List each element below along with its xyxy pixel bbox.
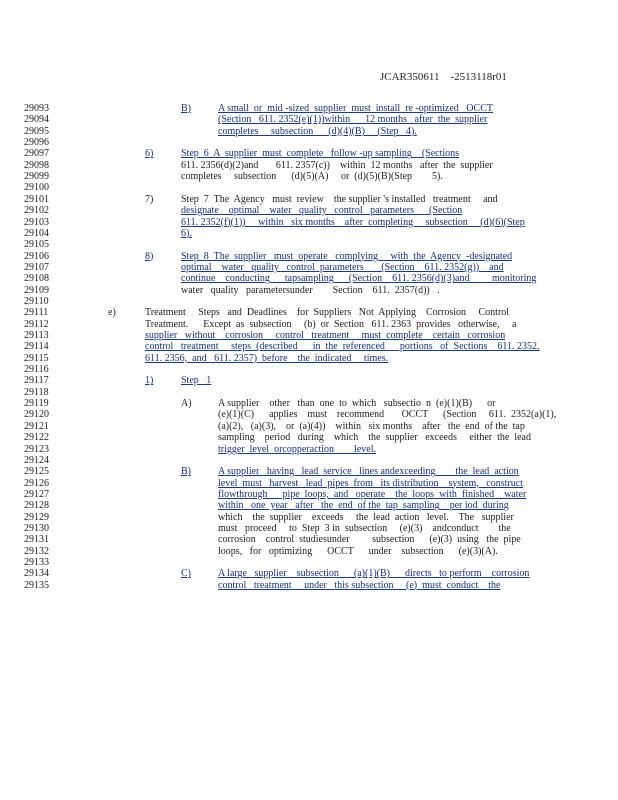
paragraph-label: C) [181,568,191,580]
paragraph-text-line: 611. 2356, and 611. 2357) before the indicated times. [145,352,389,364]
line-number: 29122 [24,432,49,444]
line-number: 29121 [24,420,49,432]
paragraph-label: 6) [145,148,154,160]
paragraph-text-line: designate optimal water quality control parameters (Section [181,205,463,217]
paragraph-text-line: flowthrough pipe loops, and operate the loops with finished water [218,488,527,500]
paragraph-text-line: must proceed to Step 3 in subsection (e)(3) andconduct the [218,522,511,534]
paragraph-text-line: level must harvest lead pipes from its distribution system, construct [218,477,523,489]
line-number: 29093 [24,103,49,114]
line-number: 29103 [24,216,49,228]
line-number: 29134 [24,568,49,580]
paragraph-text-line: sampling period during which the supplier exceeds either the lead [218,432,531,444]
paragraph-text-line: loops, for optimizing OCCT under subsection (e)(3)(A). [218,545,498,557]
line-number: 29109 [24,284,49,296]
paragraph-text-line: supplier without corrosion control treatment must complete certain corrosion [145,330,506,341]
line-number: 29112 [24,318,49,330]
line-number: 29094 [24,114,49,126]
paragraph-text-line: (e)(1)(C) applies must recommend OCCT (Section 611. 2352(a)(1), [218,409,557,421]
line-number: 29118 [24,386,49,398]
paragraph-text-line: trigger level orcopperaction level. [218,443,376,455]
line-number: 29105 [24,239,49,251]
line-number: 29129 [24,511,49,523]
line-number: 29130 [24,522,49,534]
line-number: 29099 [24,171,49,183]
line-number: 29115 [24,352,49,364]
line-number: 29125 [24,466,49,478]
line-number: 29096 [24,137,49,149]
paragraph-text-line: Treatment. Except as subsection (b) or Section 611. 2363 provides otherwise, a [145,318,517,330]
paragraph-text-line: 611. 2352(f)(1)) within six months after completing subsection (d)(6)(Step [181,216,525,228]
paragraph-text-line: Treatment Steps and Deadlines for Suppliers Not Applying Corrosion Control [145,307,510,319]
line-number: 29097 [24,148,49,160]
paragraph-text-line: completes subsection (d)(4)(B) (Step 4). [218,125,417,137]
line-number: 29128 [24,500,49,512]
line-number: 29111 [24,307,49,319]
paragraph-label: 1) [145,375,154,387]
line-number: 29123 [24,443,49,455]
line-number: 29135 [24,579,49,591]
line-number: 29106 [24,250,49,262]
document-header: JCAR350611 -2513118r01 [380,71,507,83]
paragraph-label: 7) [145,193,154,205]
line-number: 29119 [24,398,49,410]
line-number: 29132 [24,545,49,557]
paragraph-label: A) [181,398,192,410]
line-number: 29116 [24,364,49,376]
line-number: 29127 [24,488,49,500]
line-number: 29124 [24,454,49,466]
line-number: 29131 [24,534,49,546]
paragraph-text-line: continue conducting tapsampling (Section 611. 2356(d)(3)and monitoring [181,273,537,285]
paragraph-text-line: control treatment under this subsection (e) must conduct the [218,579,501,591]
paragraph-label: B) [181,103,191,114]
paragraph-label: B) [181,466,191,478]
paragraph-text-line: Step 7 The Agency must review the supplier 's installed treatment and [181,193,498,205]
paragraph-text-line: corrosion control studiesunder subsection (e)(3) using the pipe [218,534,521,546]
paragraph-text-line: A large supplier subsection (a)(1)(B) directs to perform corrosion [218,568,530,580]
line-number: 29095 [24,125,49,137]
paragraph-text-line: A small or mid -sized supplier must install re -optimized OCCT [218,103,493,114]
line-number: 29098 [24,159,49,171]
paragraph-text-line: water quality parametersunder Section 611. 2357(d)) . [181,284,440,296]
paragraph-text-line: optimal water quality control parameters (Section 611. 2352(g)) and [181,261,504,273]
paragraph-text-line: Step 1 [181,375,212,387]
line-number: 29114 [24,341,49,353]
paragraph-text-line: within one year after the end of the tap sampling per iod during [218,500,509,512]
line-number: 29100 [24,182,49,194]
line-number: 29117 [24,375,49,387]
line-number: 29101 [24,193,49,205]
line-number: 29108 [24,273,49,285]
paragraph-text-line: 6). [181,227,192,239]
paragraph-label: 8) [145,250,154,262]
line-number: 29120 [24,409,49,421]
paragraph-text-line: (Section 611. 2352(e)(1))within 12 months after the supplier [218,114,488,126]
paragraph-text-line: A supplier other than one to which subsectio n (e)(1)(B) or [218,398,496,410]
line-number: 29102 [24,205,49,217]
paragraph-text-line: A supplier having lead service lines andexceeding the lead action [218,466,519,478]
paragraph-text-line: Step 8 The supplier must operate complying with the Agency -designated [181,250,513,262]
line-number: 29104 [24,227,49,239]
line-number: 29126 [24,477,49,489]
paragraph-text-line: control treatment steps (described in the referenced portions of Sections 611. 2352, [145,341,540,353]
paragraph-label: e) [108,307,116,319]
paragraph-text-line: Step 6 A supplier must complete follow -up sampling (Sections [181,148,460,160]
paragraph-text-line: which the supplier exceeds the lead action level. The supplier [218,511,514,523]
paragraph-text-line: completes subsection (d)(5)(A) or (d)(5)(B)(Step 5). [181,171,443,183]
line-number: 29107 [24,261,49,273]
paragraph-text-line: (a)(2), (a)(3), or (a)(4)) within six months after the end of the tap [218,420,525,432]
paragraph-text-line: 611. 2356(d)(2)and 611. 2357(c)) within 12 months after the supplier [181,159,493,171]
line-number: 29113 [24,330,49,341]
line-number: 29133 [24,557,49,568]
line-number: 29110 [24,295,49,307]
